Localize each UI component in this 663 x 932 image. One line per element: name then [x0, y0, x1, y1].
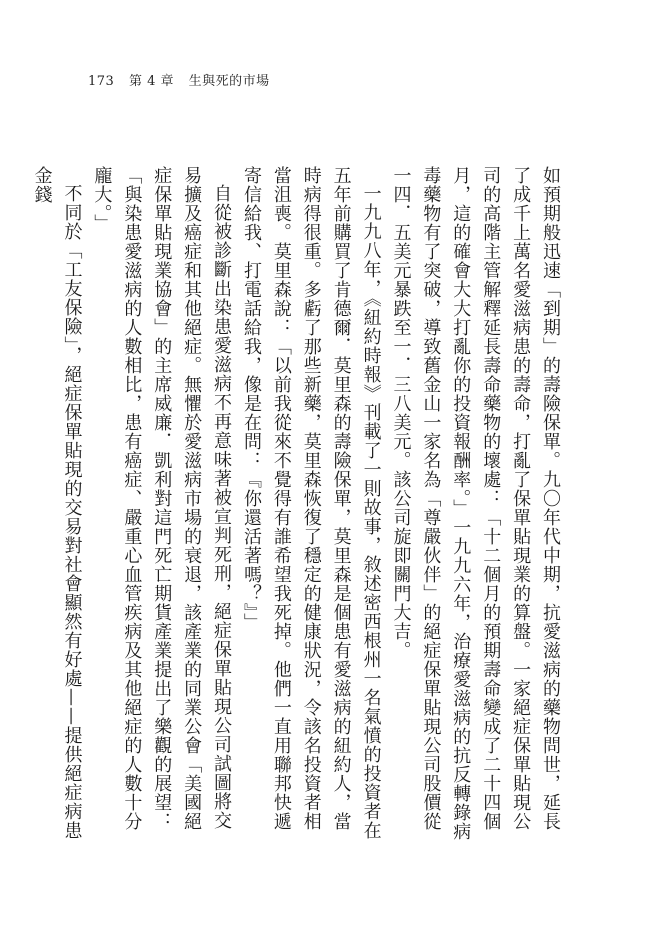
page-number: 173: [88, 74, 115, 89]
chapter-label: 第 4 章: [128, 74, 175, 89]
chapter-title: 生與死的市場: [188, 74, 270, 89]
body-text: [31, 166, 565, 846]
paragraph: 如預期般迅速「到期」的壽險保單。九〇年代中期，抗愛滋病的藥物問世，延長了成千上萬名愛滋病患的壽命，打亂了保單貼現業的算盤。一家絕症保單貼現公司的高階主管解釋延長壽命藥物的壞處：「十二個月的預期壽命變成了二十四個月，這的確會大大打亂你的投資報酬率。」一九九六年，治療愛滋病的抗反轉錄病毒藥物有了突破，導致舊金山一家名為「尊嚴伙伴」的絕症保單貼現公司股價從一四．五美元暴跌至一．三八美元。該公司旋即關門大吉。: [390, 166, 561, 841]
paragraph: 一九九八年，《紐約時報》刊載了一則故事，敘述密西根州一名氣憤的投資者在五年前購買了肯德爾．莫里森的壽險保單，莫里森是個患有愛滋病的紐約人，當時病得很重。多虧了那些新藥，莫里森恢復了穩定的健康狀況，令該名投資者相當沮喪。莫里森說：「以前我從來不覺得有誰希望我死掉。他們一直用聯邦快遞寄信給我、打電話給我，像是在問：『你還活著嗎？』」: [240, 166, 382, 840]
paragraph: 不同於「工友保險」，絕症保單貼現的交易對社會顯然有好處——提供絕症病患金錢: [31, 166, 83, 840]
paragraph: 自從被診斷出染患愛滋病不再意味著被宣判死刑，絕症保單貼現公司試圖將交易擴及癌症和其他絕症。無懼於愛滋病市場的衰退，該產業的同業公會「美國絕症保單貼現業協會」的主席威廉．凱利對這門死亡期貨產業提出了樂觀的展望：「與染患愛滋病的人數相比，患有癌症、嚴重心血管疾病及其他絕症的人數十分龐大。」: [91, 166, 233, 831]
running-header: [88, 70, 270, 89]
